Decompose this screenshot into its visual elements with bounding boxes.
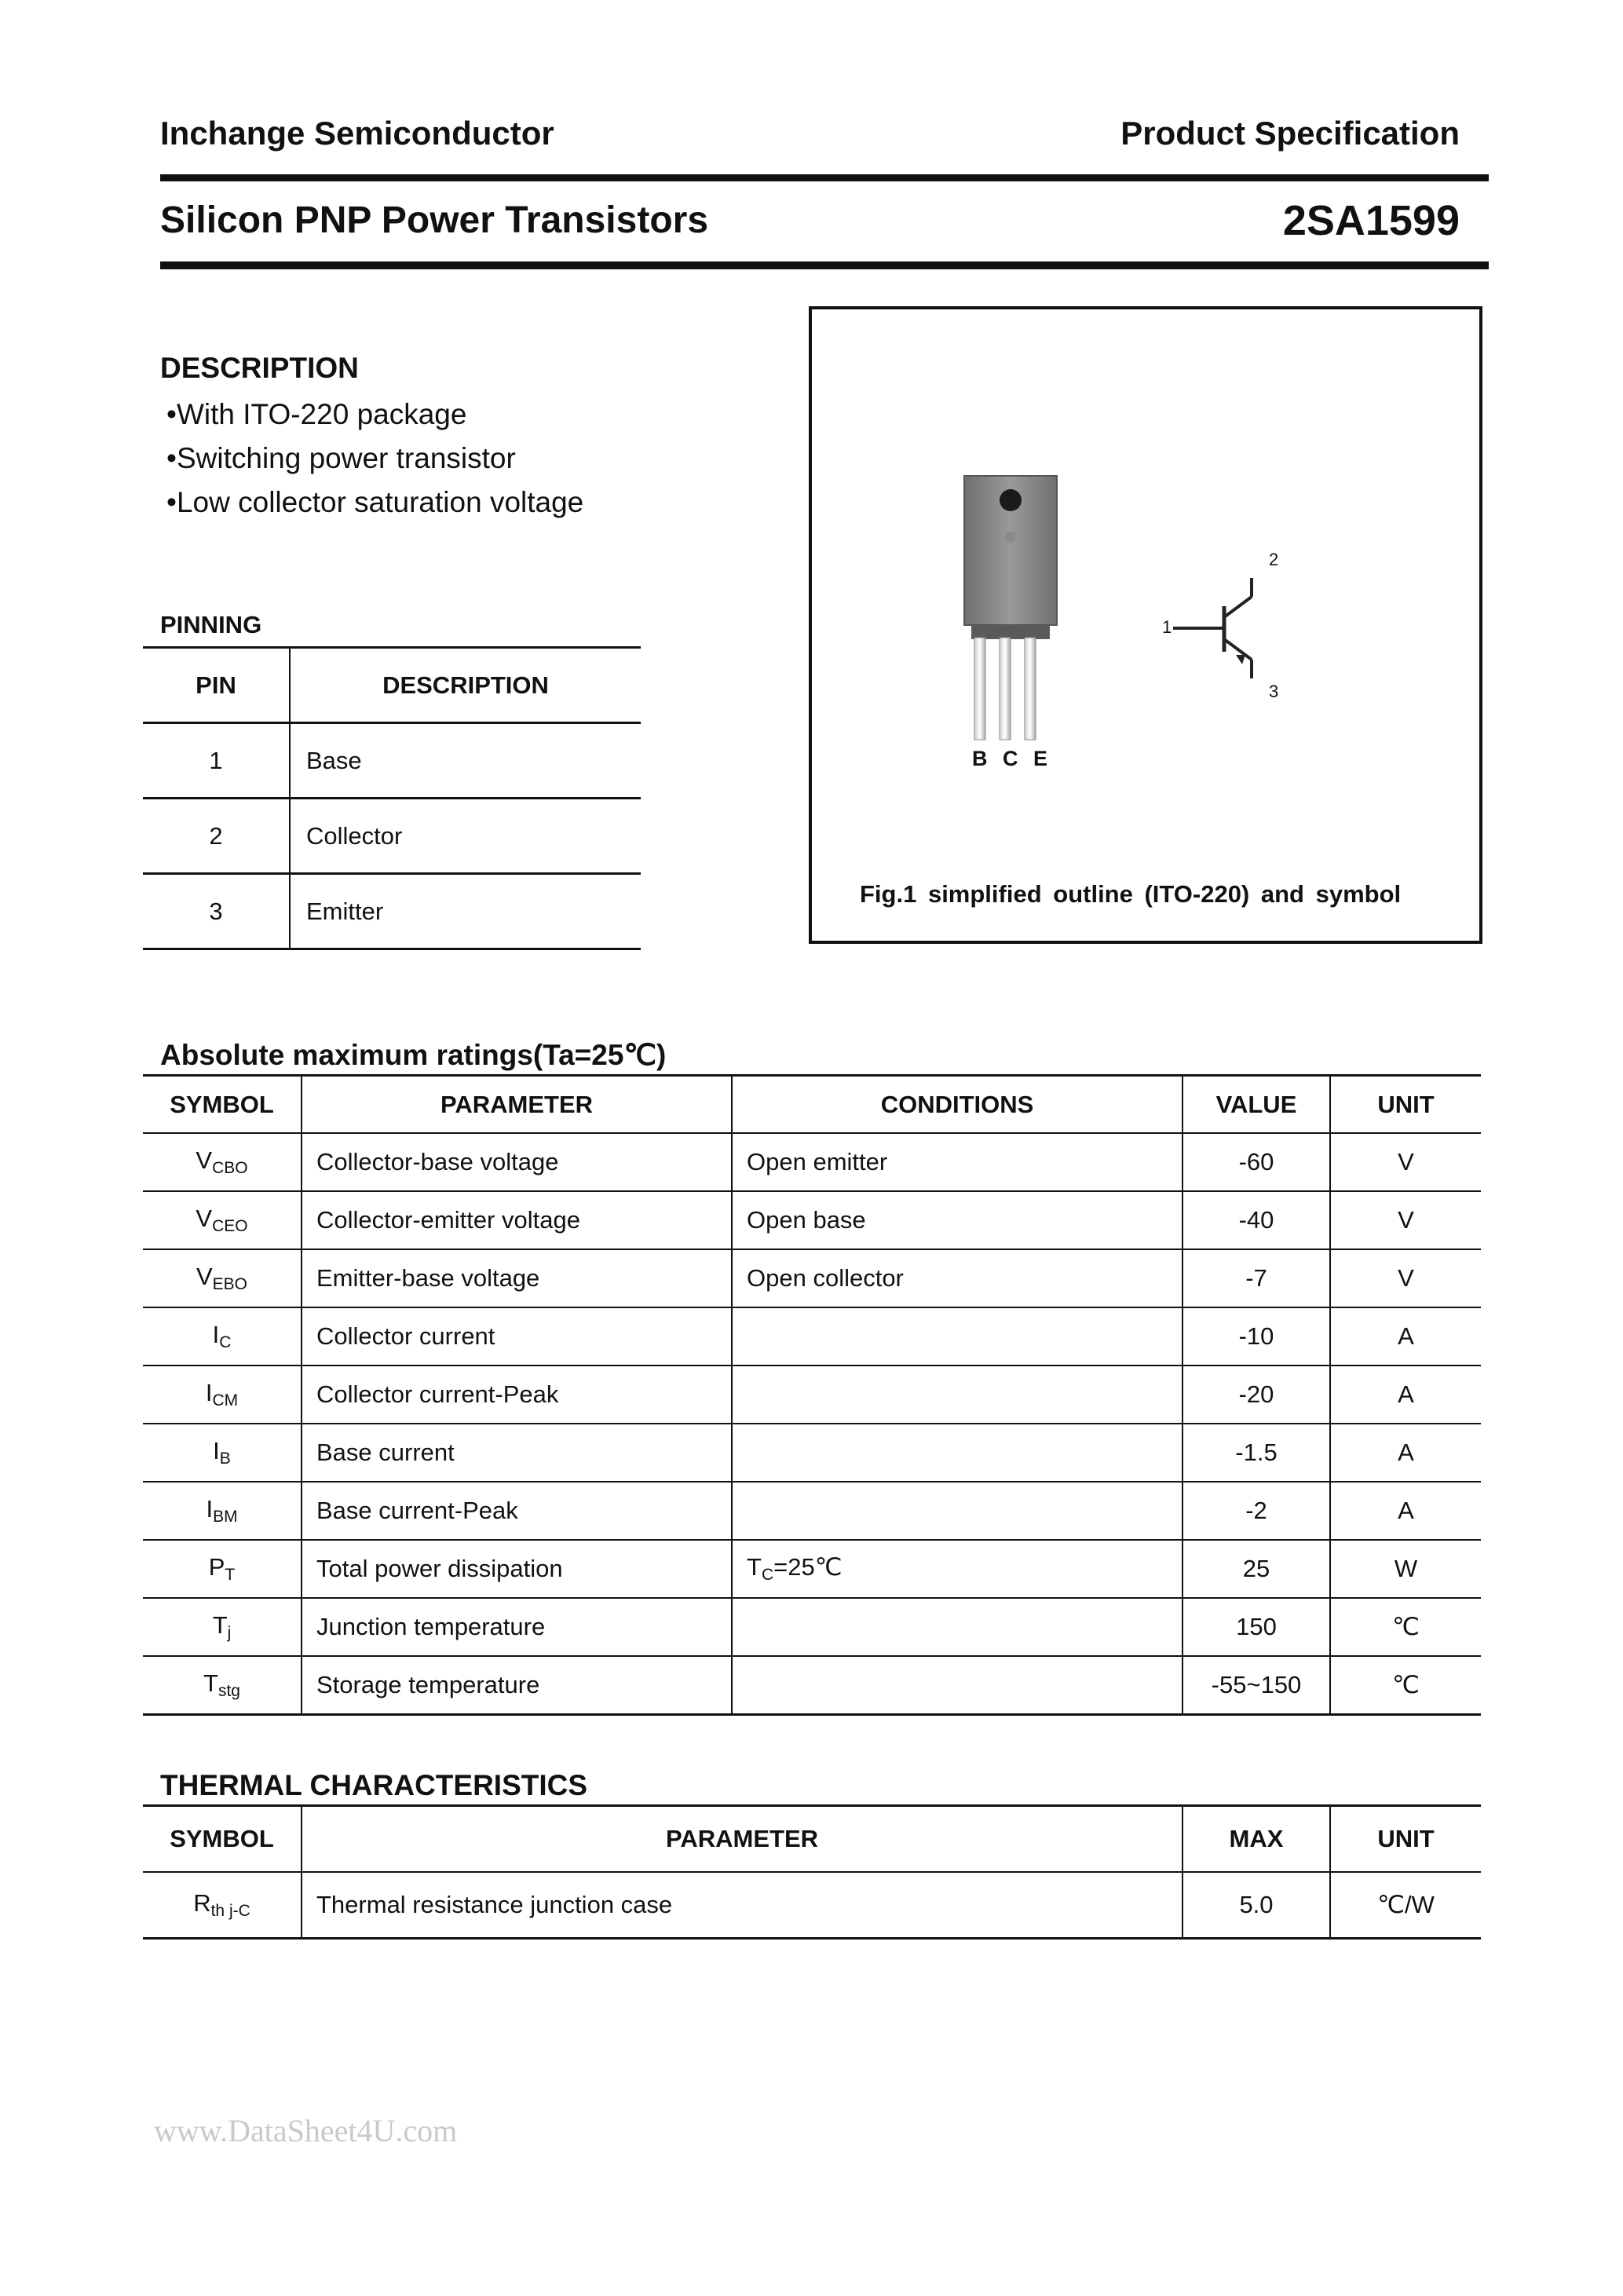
- thermal-heading: THERMAL CHARACTERISTICS: [160, 1769, 588, 1801]
- conditions-cell: [732, 1656, 1183, 1715]
- parameter-cell: Storage temperature: [302, 1656, 732, 1715]
- parameter-cell: Junction temperature: [302, 1598, 732, 1656]
- symbol-cell: Rth j-C: [143, 1872, 302, 1939]
- value-cell: -1.5: [1183, 1424, 1330, 1482]
- table-row: [143, 799, 641, 874]
- table-row: [143, 1656, 1481, 1715]
- description-bullet: • With ITO-220 package: [166, 393, 583, 437]
- parameter-cell: Collector current-Peak: [302, 1366, 732, 1424]
- value-cell: 25: [1183, 1540, 1330, 1598]
- unit-cell: V: [1330, 1249, 1481, 1307]
- description-bullet: • Switching power transistor: [166, 437, 583, 481]
- column-header: CONDITIONS: [732, 1076, 1183, 1134]
- absolute-max-ratings-table: [143, 1074, 1481, 1716]
- part-number: 2SA1599: [1282, 197, 1460, 244]
- parameter-cell: Total power dissipation: [302, 1540, 732, 1598]
- conditions-cell: [732, 1482, 1183, 1540]
- value-cell: -40: [1183, 1191, 1330, 1249]
- pin-number: 2: [143, 799, 290, 874]
- pinning-table: [143, 646, 641, 950]
- description-list: [166, 393, 583, 525]
- table-row: [143, 1598, 1481, 1656]
- table-header-row: [143, 648, 641, 723]
- table-row: [143, 1366, 1481, 1424]
- symbol-cell: Tj: [143, 1598, 302, 1656]
- value-cell: -2: [1183, 1482, 1330, 1540]
- table-row: [143, 1540, 1481, 1598]
- table-row: [143, 874, 641, 949]
- max-cell: 5.0: [1183, 1872, 1330, 1939]
- unit-cell: ℃: [1330, 1656, 1481, 1715]
- unit-cell: A: [1330, 1424, 1481, 1482]
- pin-label-collector: 2: [1269, 550, 1279, 569]
- column-header: PIN: [143, 648, 290, 723]
- unit-cell: A: [1330, 1366, 1481, 1424]
- table-header-row: [143, 1076, 1481, 1134]
- table-row: [143, 1424, 1481, 1482]
- value-cell: 150: [1183, 1598, 1330, 1656]
- parameter-cell: Base current-Peak: [302, 1482, 732, 1540]
- conditions-cell: Open base: [732, 1191, 1183, 1249]
- parameter-cell: Collector-emitter voltage: [302, 1191, 732, 1249]
- package-outline-image: [812, 309, 1479, 941]
- symbol-cell: IBM: [143, 1482, 302, 1540]
- pin-label-emitter: 3: [1269, 682, 1279, 701]
- pinning-heading: PINNING: [160, 611, 262, 638]
- figure-caption: Fig.1 simplified outline (ITO-220) and symbol: [860, 880, 1402, 908]
- thermal-characteristics-table: [143, 1804, 1481, 1940]
- value-cell: -55~150: [1183, 1656, 1330, 1715]
- value-cell: -20: [1183, 1366, 1330, 1424]
- unit-cell: V: [1330, 1133, 1481, 1191]
- parameter-cell: Collector-base voltage: [302, 1133, 732, 1191]
- document-type: Product Specification: [1120, 115, 1460, 152]
- conditions-cell: [732, 1366, 1183, 1424]
- symbol-cell: ICM: [143, 1366, 302, 1424]
- conditions-cell: Open emitter: [732, 1133, 1183, 1191]
- table-row: [143, 1191, 1481, 1249]
- watermark-link[interactable]: www.DataSheet4U.com: [154, 2113, 458, 2148]
- pin-number: 3: [143, 874, 290, 949]
- unit-cell: W: [1330, 1540, 1481, 1598]
- pin-number: 1: [143, 723, 290, 799]
- parameter-cell: Base current: [302, 1424, 732, 1482]
- column-header: MAX: [1183, 1806, 1330, 1873]
- lead-labels: B C E: [972, 747, 1053, 770]
- header-rule: [160, 174, 1489, 181]
- table-row: [143, 1249, 1481, 1307]
- symbol-cell: IC: [143, 1307, 302, 1366]
- column-header: PARAMETER: [302, 1076, 732, 1134]
- figure-box: [809, 306, 1482, 944]
- table-row: [143, 1482, 1481, 1540]
- unit-cell: ℃/W: [1330, 1872, 1481, 1939]
- description-heading: DESCRIPTION: [160, 352, 359, 384]
- column-header: SYMBOL: [143, 1806, 302, 1873]
- unit-cell: V: [1330, 1191, 1481, 1249]
- value-cell: -7: [1183, 1249, 1330, 1307]
- conditions-cell: Open collector: [732, 1249, 1183, 1307]
- pin-description: Emitter: [290, 874, 641, 949]
- value-cell: -10: [1183, 1307, 1330, 1366]
- unit-cell: A: [1330, 1482, 1481, 1540]
- unit-cell: ℃: [1330, 1598, 1481, 1656]
- symbol-cell: IB: [143, 1424, 302, 1482]
- value-cell: -60: [1183, 1133, 1330, 1191]
- table-row: [143, 723, 641, 799]
- unit-cell: A: [1330, 1307, 1481, 1366]
- column-header: VALUE: [1183, 1076, 1330, 1134]
- symbol-cell: VCEO: [143, 1191, 302, 1249]
- parameter-cell: Collector current: [302, 1307, 732, 1366]
- description-bullet: • Low collector saturation voltage: [166, 481, 583, 525]
- pin-description: Base: [290, 723, 641, 799]
- pin-label-base: 1: [1162, 617, 1172, 637]
- table-row: [143, 1307, 1481, 1366]
- column-header: DESCRIPTION: [290, 648, 641, 723]
- column-header: PARAMETER: [302, 1806, 1183, 1873]
- table-header-row: [143, 1806, 1481, 1873]
- column-header: SYMBOL: [143, 1076, 302, 1134]
- symbol-cell: VEBO: [143, 1249, 302, 1307]
- conditions-cell: [732, 1598, 1183, 1656]
- conditions-cell: TC=25℃: [732, 1540, 1183, 1598]
- pin-description: Collector: [290, 799, 641, 874]
- conditions-cell: [732, 1424, 1183, 1482]
- parameter-cell: Thermal resistance junction case: [302, 1872, 1183, 1939]
- title-rule: [160, 261, 1489, 269]
- column-header: UNIT: [1330, 1076, 1481, 1134]
- symbol-cell: VCBO: [143, 1133, 302, 1191]
- symbol-cell: Tstg: [143, 1656, 302, 1715]
- table-row: [143, 1872, 1481, 1939]
- parameter-cell: Emitter-base voltage: [302, 1249, 732, 1307]
- company-name: Inchange Semiconductor: [160, 115, 554, 152]
- symbol-cell: PT: [143, 1540, 302, 1598]
- conditions-cell: [732, 1307, 1183, 1366]
- product-line-title: Silicon PNP Power Transistors: [160, 199, 709, 241]
- ratings-heading: Absolute maximum ratings(Ta=25℃): [160, 1039, 667, 1071]
- table-row: [143, 1133, 1481, 1191]
- column-header: UNIT: [1330, 1806, 1481, 1873]
